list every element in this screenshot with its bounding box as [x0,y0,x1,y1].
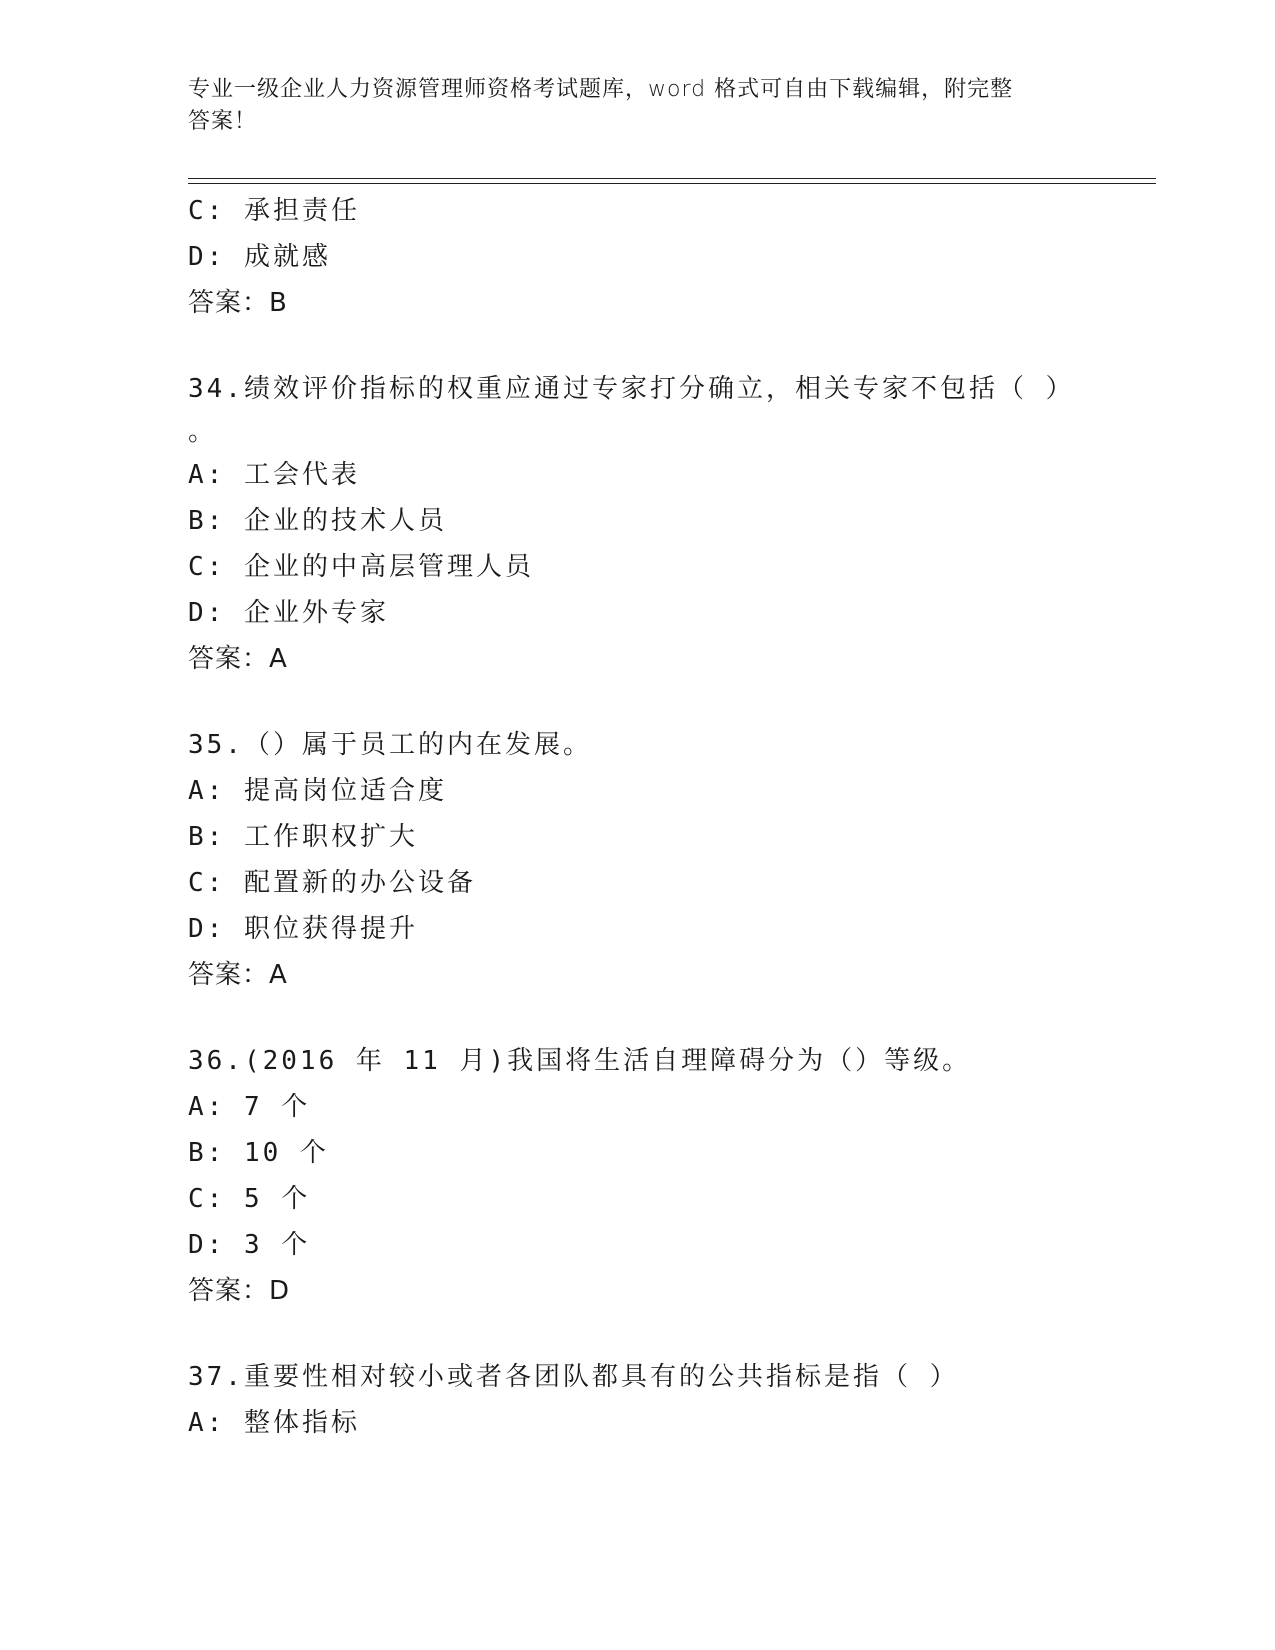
option-c: C: 5 个 [188,1184,311,1214]
option-d: D: 3 个 [188,1230,311,1260]
option-a: A: 工会代表 [188,460,360,490]
question-text: 35.（）属于员工的内在发展。 [188,730,592,760]
answer-line: 答案：A [188,960,288,990]
question-text: 34.绩效评价指标的权重应通过专家打分确立，相关专家不包括（ ） [188,374,1075,404]
document-header [188,74,1068,138]
question-block-33 [188,188,1148,326]
header-rule-top [188,178,1156,179]
answer-line: 答案：A [188,644,288,674]
question-block-37 [188,1354,1148,1446]
answer-line: 答案：B [188,288,288,318]
question-text: 36.(2016 年 11 月)我国将生活自理障碍分为（）等级。 [188,1046,972,1076]
option-b: B: 10 个 [188,1138,329,1168]
spacer [188,682,1148,722]
option-d: D: 成就感 [188,242,331,272]
spacer [188,326,1148,366]
option-a: A: 提高岗位适合度 [188,776,447,806]
question-block-34 [188,366,1148,682]
option-b: B: 企业的技术人员 [188,506,447,536]
question-block-36 [188,1038,1148,1314]
answer-line: 答案：D [188,1276,291,1306]
header-line-2: 答案！ [188,109,258,134]
question-text-continuation: 。 [188,417,218,447]
question-text: 37.重要性相对较小或者各团队都具有的公共指标是指（ ） [188,1362,959,1392]
question-list [188,188,1148,1446]
option-a: A: 7 个 [188,1092,311,1122]
option-d: D: 企业外专家 [188,598,389,628]
header-line-1: 专业一级企业人力资源管理师资格考试题库，word 格式可自由下载编辑，附完整 [188,77,1014,102]
option-d: D: 职位获得提升 [188,914,418,944]
header-rule-bottom [188,183,1156,184]
option-b: B: 工作职权扩大 [188,822,418,852]
spacer [188,998,1148,1038]
option-c: C: 承担责任 [188,196,360,226]
option-c: C: 配置新的办公设备 [188,868,476,898]
option-c: C: 企业的中高层管理人员 [188,552,534,582]
question-block-35 [188,722,1148,998]
option-a: A: 整体指标 [188,1408,360,1438]
spacer [188,1314,1148,1354]
